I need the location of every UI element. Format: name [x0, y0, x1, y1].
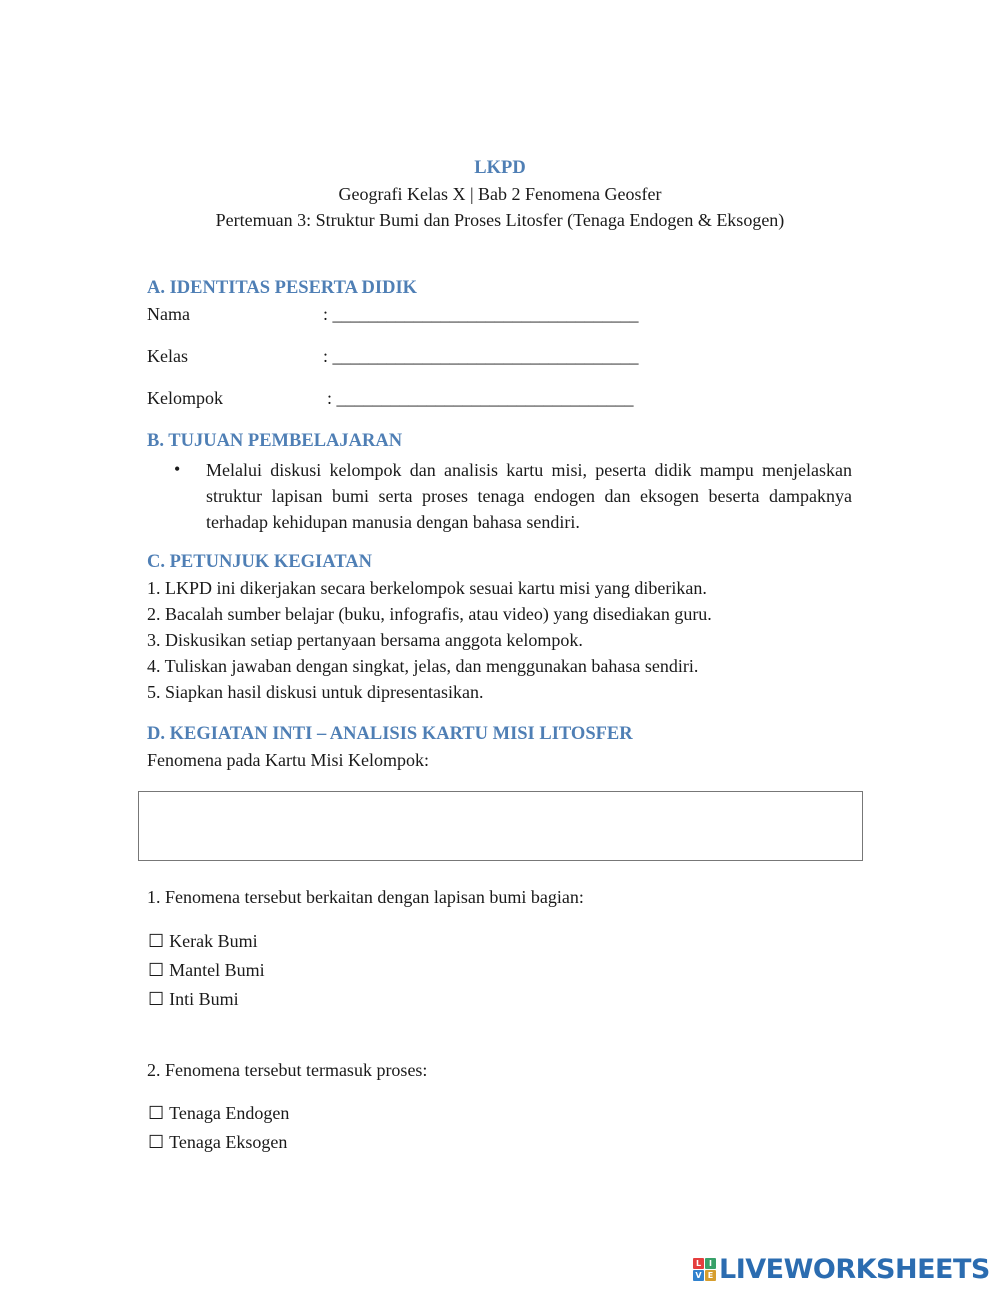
- field-label-nama: Nama: [147, 304, 190, 324]
- liveworksheets-logo-text: LIVEWORKSHEETS: [719, 1253, 990, 1285]
- option-label: Inti Bumi: [169, 989, 239, 1009]
- logo-mark-letter-l: L: [693, 1258, 704, 1269]
- option-inti-bumi[interactable]: [148, 989, 239, 1010]
- checkbox-icon[interactable]: ☐: [148, 989, 165, 1009]
- section-a-heading: A. IDENTITAS PESERTA DIDIK: [147, 278, 418, 298]
- field-label-kelas: Kelas: [147, 346, 188, 366]
- meeting-title: Pertemuan 3: Struktur Bumi dan Proses Litosfer (Tenaga Endogen & Eksogen): [215, 210, 785, 230]
- checkbox-icon[interactable]: ☐: [148, 1132, 165, 1152]
- field-label-kelompok: Kelompok: [147, 388, 223, 408]
- question-2: 2. Fenomena tersebut termasuk proses:: [147, 1060, 428, 1080]
- liveworksheets-logo-icon: [693, 1258, 716, 1281]
- bullet-icon: •: [174, 459, 181, 479]
- option-label: Kerak Bumi: [169, 931, 258, 951]
- field-input-kelompok[interactable]: : _________________________________: [327, 388, 634, 408]
- logo-mark-letter-v: V: [693, 1270, 704, 1281]
- instruction-step-3: 3. Diskusikan setiap pertanyaan bersama anggota kelompok.: [147, 630, 583, 650]
- mission-phenomenon-answer-box[interactable]: [138, 791, 863, 861]
- question-1: 1. Fenomena tersebut berkaitan dengan lapisan bumi bagian:: [147, 887, 584, 907]
- checkbox-icon[interactable]: ☐: [148, 960, 165, 980]
- logo-mark-letter-e: E: [705, 1270, 716, 1281]
- document-title: LKPD: [474, 158, 526, 178]
- learning-objective: Melalui diskusi kelompok dan analisis kartu misi, peserta didik mampu menjelaskan struktur lapisan bumi serta proses tenaga endogen dan eksogen beserta dampaknya terhadap kehidupan manusia dengan bahasa sendiri.: [206, 460, 852, 532]
- mission-card-prompt: Fenomena pada Kartu Misi Kelompok:: [147, 750, 429, 770]
- option-kerak-bumi[interactable]: [148, 931, 258, 952]
- checkbox-icon[interactable]: ☐: [148, 931, 165, 951]
- field-input-nama[interactable]: : __________________________________: [323, 304, 639, 324]
- option-tenaga-endogen[interactable]: [148, 1103, 289, 1124]
- instruction-step-4: 4. Tuliskan jawaban dengan singkat, jelas, dan menggunakan bahasa sendiri.: [147, 656, 699, 676]
- checkbox-icon[interactable]: ☐: [148, 1103, 165, 1123]
- option-mantel-bumi[interactable]: [148, 960, 265, 981]
- option-label: Tenaga Eksogen: [169, 1132, 288, 1152]
- instruction-step-5: 5. Siapkan hasil diskusi untuk dipresentasikan.: [147, 682, 484, 702]
- option-tenaga-eksogen[interactable]: [148, 1132, 287, 1153]
- section-b-heading: B. TUJUAN PEMBELAJARAN: [147, 431, 403, 451]
- instruction-step-2: 2. Bacalah sumber belajar (buku, infografis, atau video) yang disediakan guru.: [147, 604, 712, 624]
- document-subtitle: Geografi Kelas X | Bab 2 Fenomena Geosfer: [338, 184, 662, 204]
- instruction-step-1: 1. LKPD ini dikerjakan secara berkelompok sesuai kartu misi yang diberikan.: [147, 578, 707, 598]
- section-d-heading: D. KEGIATAN INTI – ANALISIS KARTU MISI LITOSFER: [147, 724, 633, 744]
- liveworksheets-logo[interactable]: [693, 1252, 990, 1286]
- logo-mark-letter-i: I: [705, 1258, 716, 1269]
- field-input-kelas[interactable]: : __________________________________: [323, 346, 639, 366]
- section-c-heading: C. PETUNJUK KEGIATAN: [147, 552, 372, 572]
- option-label: Mantel Bumi: [169, 960, 265, 980]
- option-label: Tenaga Endogen: [169, 1103, 290, 1123]
